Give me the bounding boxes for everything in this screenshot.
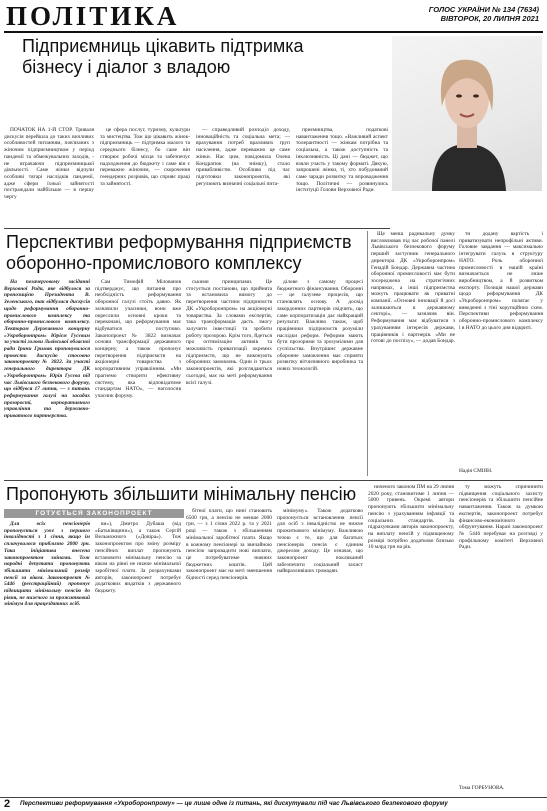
article3-col5: ниченого законом ПМ на 29 липня 2020 року, становитиме 1 липня — 5000 гривень. Окремі автори пропонують збільшити мінімальну пенсію з урахуванням інфляції та соціальних стандартів. За підрахунками авторів законопроекту, на виплату пенсій у підвищеному розмірі потрібно додатково близько 10 млрд грн на рік. (368, 484, 454, 551)
article3-title: Пропонують збільшити мінімальну пенсію (6, 484, 357, 504)
footer-caption: Перспективи реформування «Укроборонпрому» — це лише одне із питань, які дискутували під час Львівського безпекового форуму (20, 800, 448, 807)
article1-title: Підприємниць цікавить підтримка бізнесу і діалог з владою (22, 36, 304, 77)
article2-col6: ти додану вартість і приватизувати непрофільні активи. Головне завдання — максимально інтегрувати галузь в структуру НАТО. Роль оборонної промисловості в нашій країні визначається не лише виробництвом, а й розвитком експорту. Позиція нашої держави щодо реформування ДК «Укроборонпром» полягає у виведенні з тіні корупційних схем. Перспективи реформування оборонно-промислового комплексу і в НАТО до цього дня відкриті. (459, 231, 543, 331)
article3-col6: ту можуть спричинити підвищення соціального захисту пенсіонерів та збільшити пенсійне навантаження. Також за думкою експертів, законопроект потребує фінансово-економічного обґрунтування. Наразі законопроект № 5446 перебуває на розгляді у профільному комітеті Верховної Ради. (459, 484, 543, 551)
article2-col3: ськими принципами. Це стосується постанови, що прийнята та встановила вимогу до перетворення частини підприємств ДК «Укроборонпром» на акціонерні товариства. За словами експертів, така трансформація дасть змогу залучити інвестиції та зробити роботу прозорою. Крім того, йдеться про оптимізацію активів та можливість приватизації окремих підприємств, що не виконують оборонних замовлень. Один із трьох законопроектів, які розглядаються сьогодні, має на меті реформування всієї галузі. (186, 279, 272, 386)
article3-col1: Для всіх пенсіонерів пропонується уже з першого інвалідності з 1 січня, якщо їм сплачувалося приблизно 2000 грн. Така ініціатива внесена законопроектом змінами. Тож народні депутати пропонують збільшити мінімальний розмір пенсії за віком. Законопроект № 5446 (реєстраційний) пропонує підвищити мінімальну пенсію до рівня, не нижчого за прожитковий мінімум для працездатних осіб. (4, 521, 90, 608)
article1-divider (4, 228, 390, 229)
article1-col4: приємництва, податкові навантаження тощо. «Важливий аспект толерантності — жінкам потрібна та соціальна, а також доступність та інклюзивність. Ці дані — бюджет, що взяли участь у такому форматі. Дякую, запрошені жінки, ті, хто побудований саме заради розвитку та впровадження тощо. Політичні — розвинулись інституції Голови Верховної Ради. (296, 127, 388, 194)
paper-masthead (429, 5, 539, 23)
portrait-image (392, 36, 542, 191)
article2-divider (4, 480, 543, 481)
article3-col2: ви»), Дмитро Дубаша (від «Батьківщини»), а також Сергій Вельможного («Довіра»). Тож законопроектом про зміну розміру пенсійних виплат пропонують встановити мінімальну пенсію за віком на рівні не нижче мінімальної заробітної плати. За розрахунками авторів, законопроект потребує додаткових видатків з державного бюджету. (95, 521, 181, 595)
article2-title: Перспективи реформування підприємств оборонно-промислового комплексу (6, 232, 352, 273)
article2-author: Надія СМІЯН. (459, 468, 493, 474)
article2-col4: ділове з самому процесі бюджетного фінансування. Оборонні — це галузеве процесів, що становлять основу. А досвід закордонних партнерів свідчить, що саме корпоратизація дає найкращий результат. Важливо також, щоб працівники підприємств розуміли наслідки реформ. Реформи мають бути прозорими та зрозумілими для суспільства. Внутрішнє державне оборонне замовлення має сприяти розвитку вітчизняного виробника та нових технологій. (277, 279, 363, 373)
article3-col3: бітної плати, що нині становить 6500 грн, а пенсію не менше 2000 грн, — з 1 січня 2022 р. та у 2021 році — також з збільшенням мінімальної заробітної плати. Якщо в кожному пенсіонері за звичайною пенсією запровадити нові виплати, це потребуватиме значних бюджетних коштів. Цей законопроект має на меті зменшення бідності серед пенсіонерів. (186, 508, 272, 582)
article1-col1: ПОЧАТОК НА 1-Й СТОР. Триваля дискусія перейшла до таких вичливих особливостей питанням, пов'язаних з жіночим підприємництвом у період пандемії та обмежувальних заходів, - не втрачаючи підприємницької діяльності. Саме жінки відчули особливі тягарі наслідків пандемії, адже сфери їхньої зайнятості постраждали найбільше — в першу чергу (4, 127, 94, 201)
article3-rubric: ГОТУЄТЬСЯ ЗАКОНОПРОЕКТ (4, 509, 184, 518)
article1-photo (392, 36, 542, 191)
page-number: 2 (4, 798, 11, 810)
article3-author: Тома ГОРБУНОВА. (459, 785, 505, 791)
article2-col2: Сам Тимофій Мілованов підтверджує, що питання про необхідність реформування оборонної галузі стоїть давно. Як зазначили учасники, вони вже окреслили основні кроки та переконані, що реформування має відбуватися поступово. Законопроект № 3822 визначає основи трансформації державного концерну, а також пропонує перетворення підприємств на акціонерні товариства з корпоративним управлінням. «Ми прагнемо створити ефективну систему, яка відповідатиме стандартам НАТО», — наголосив учасник форуму. (95, 279, 181, 399)
column-separator (367, 231, 368, 476)
section-title: ПОЛІТИКА (6, 1, 180, 31)
article1-col2: це сфера послуг, туризму, культури та мистецтва. Тож що цікавить жінок-підприємниць — підтримка малого та середнього бізнесу, бо саме він створює робочі місця та забезпечує надходження до бюджету і саме він є переважно жіночим, — скорочення геендерних розривів, що сприяє праці та зайнятості. (100, 127, 190, 187)
article2-col1: На позачерговому засіданні Верховної Ради, яке відбулося за пропозицією Президента В. Зеленського, так відбулася дискусія щодо реформування оборонно-промислового комплексу та оборонно-промислового комплексу. Лекторам Державного концерну «Укроборонпром» Юрієм Гусєвим за участі голови Львівської обласної ради Ірини Гримак пропонувалося провести дискусію стосовно законопроекту № 3822. За участі генерального директора ДК «Укроборонпром» Юрія Гусєва під час Львівського безпекового форуму, що відбувся 17 липня, — з питань реформування галузі на засадах прозорості, корпоративного управління та державно-приватного партнерства. (4, 279, 90, 420)
article2-col5: Ще менш радикальну думку висловлював під час робочої панелі Львівського безпекового форуму перший заступник генерального директора ДК «Укроборонпром» Генадій Бондар. Державна частина оборонної промисловості має бути зосереджена на стратегічних напрямах, а інші підприємства можуть працювати як приватні компанії. «Основні інновації й досі залишаються в державному секторі», — зазначив він. Реформування має відбуватися з урахуванням інтересів держави, працівників і партнерів. «Ми не готові до поспіху», — додав Бондар. (371, 231, 455, 345)
article3-col4: мінімуму». Також додатково пропонується встановлення пенсії для осіб з інвалідністю не нижче прожиткового мінімуму. Важливою тезою є те, що для багатьох пенсіонерів пенсія є єдиним джерелом доходу. Це означає, що законопроект покликаний забезпечити соціальний захист найвразливіших громадян. (277, 508, 363, 575)
article1-col3: — справедливий розподіл доходу, інноваційність та соціальна мета; — врахування потреб вразливих груп населення, адже переважно це саме жінки. Нас цим, повідомила Олена Кондратюк (на знімку), стало привабливістю. Особливо під час підготовки законопроектів, які регулюють визначні соціальні пита- (196, 127, 290, 187)
paper-date: ВІВТОРОК, 20 ЛИПНЯ 2021 (440, 14, 539, 23)
paper-issue: ГОЛОС УКРАЇНИ № 134 (7634) (428, 5, 539, 14)
header-divider (4, 31, 543, 33)
